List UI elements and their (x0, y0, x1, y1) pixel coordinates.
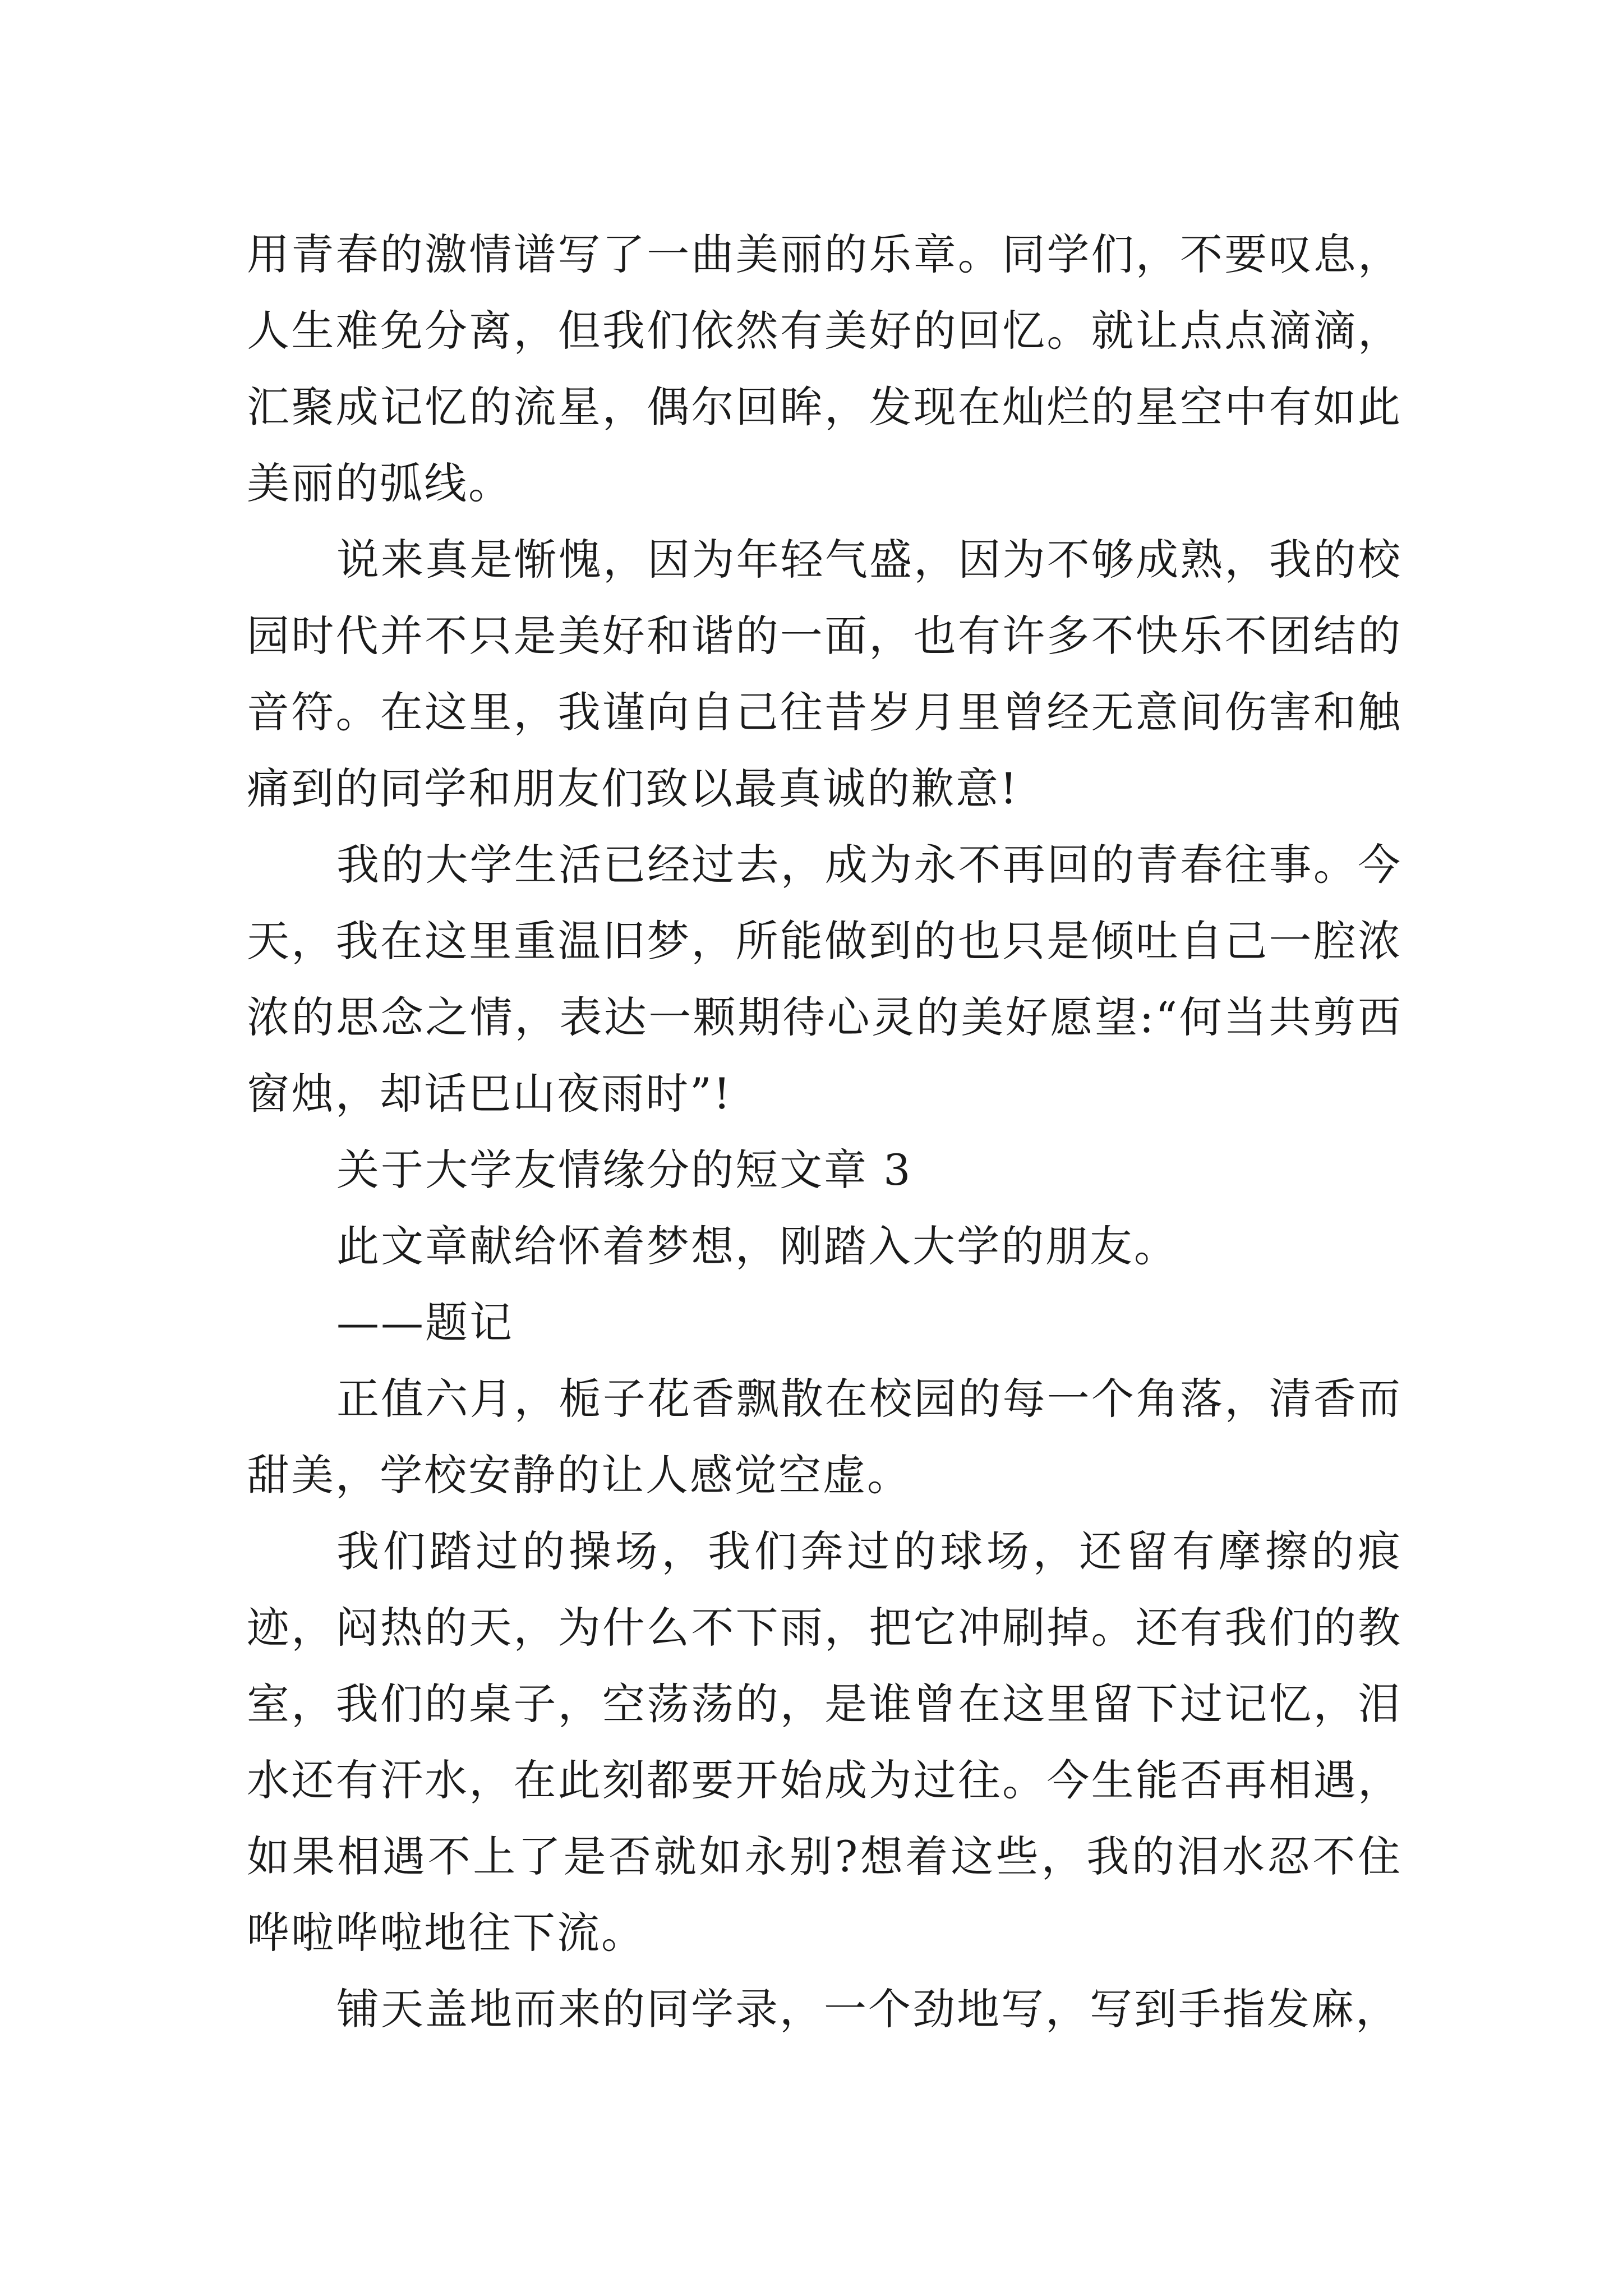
paragraph: 此文章献给怀着梦想，刚踏入大学的朋友。 (336, 1221, 1178, 1271)
paragraph: 用青春的激情谱写了一曲美丽的乐章。同学们，不要叹息，人生难免分离，但我们依然有美好的回忆。就让点点滴滴，汇聚成记忆的流星，偶尔回眸，发现在灿烂的星空中有如此美丽的弧线。 (247, 229, 1402, 508)
paragraph: 说来真是惭愧，因为年轻气盛，因为不够成熟，我的校园时代并不只是美好和谐的一面，也有许多不快乐不团结的音符。在这里，我谨向自己往昔岁月里曾经无意间伤害和触痛到的同学和朋友们致以最真诚的歉意! (247, 535, 1402, 813)
document-body (247, 217, 1402, 2047)
section-heading: 关于大学友情缘分的短文章 3 (336, 1145, 912, 1195)
paragraph: 正值六月，栀子花香飘散在校园的每一个角落，清香而甜美，学校安静的让人感觉空虚。 (247, 1374, 1402, 1500)
paragraph: 铺天盖地而来的同学录，一个劲地写，写到手指发麻， (336, 1984, 1400, 2034)
epigraph-attribution: ——题记 (336, 1297, 514, 1347)
paragraph: 我们踏过的操场，我们奔过的球场，还留有摩擦的痕迹，闷热的天，为什么不下雨，把它冲刷掉。还有我们的教室，我们的桌子，空荡荡的，是谁曾在这里留下过记忆，泪水还有汗水，在此刻都要开始成为过往。今生能否再相遇，如果相遇不上了是否就如永别?想着这些，我的泪水忍不住哗啦哗啦地往下流。 (247, 1526, 1402, 1958)
paragraph: 我的大学生活已经过去，成为永不再回的青春往事。今天，我在这里重温旧梦，所能做到的也只是倾吐自己一腔浓浓的思念之情，表达一颗期待心灵的美好愿望:“何当共剪西窗烛，却话巴山夜雨时”! (247, 840, 1402, 1119)
